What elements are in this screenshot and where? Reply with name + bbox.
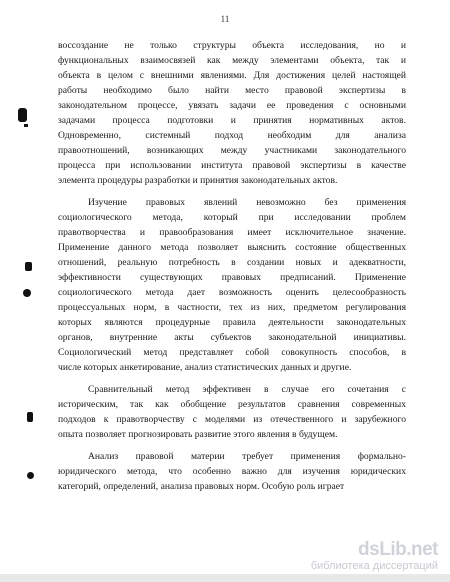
text-line: органов, внутренние акты субъектов законодательной инициативы. [58,332,406,343]
paragraph [58,195,406,375]
paragraph-gap [58,188,406,195]
text-line: процесса при использовании института правовой экспертизы в качестве [58,160,406,171]
text-line: юридического метода, что особенно важно для изучения юридических [58,466,406,477]
text-line: работы необходимо было найти место правовой экспертизы в [58,85,406,96]
watermark-logo-main: dsLib [358,539,407,560]
paragraph [58,449,406,494]
text-line: которых являются процедурные правила деятельности законодательных [58,317,406,328]
watermark-subtitle: библиотека диссертаций [310,560,438,572]
text-line: Сравнительный метод эффективен в случае его сочетания с [88,384,406,395]
text-line: Социологический метод представляет собой совокупность способов, в [58,347,406,358]
paragraph-gap [58,375,406,382]
text-line: Изучение правовых явлений невозможно без применения [88,197,406,208]
text-line: Одновременно, системный подход необходим для анализа [58,130,406,141]
text-line: Применение данного метода позволяет выяснить состояние общественных [58,242,406,253]
scan-bottom-strip [0,574,450,582]
text-line: элемента процедуры разработки и принятия законодательных актов. [58,175,338,186]
watermark [311,539,438,572]
text-line: числе которых анкетирование, анализ статистических данных и другие. [58,362,352,373]
text-line: подходов к правотворчеству с моделями из отечественного и зарубежного [58,414,406,425]
text-line: социологического метода, который при исследовании проблем [58,212,406,223]
text-line: законодательном процессе, увязать задачи ее проведения с основными [58,100,406,111]
text-line: правоотношений, возникающих между участниками законодательного [58,145,406,156]
scan-artifact-mark [24,124,28,127]
scan-artifact-mark [25,262,32,271]
watermark-logo [358,539,438,561]
page-number: 11 [220,14,230,24]
text-line: правотворчества и правообразования имеет исключительное значение. [58,227,406,238]
text-line: процессуальных норм, в частности, тех из них, предметом регулирования [58,302,406,313]
text-line: функциональных взаимосвязей как между элементами объекта, так и [58,55,406,66]
text-line: опыта позволяет прогнозировать развитие этого явления в будущем. [58,429,338,440]
text-line: социологического метода дает возможность оценить целесообразность [58,287,406,298]
text-line: отношений, реальную потребность в создании новых и адекватности, [58,257,406,268]
document-body [58,38,406,494]
scan-artifact-mark [27,472,34,479]
text-line: задачами процесса подготовки и принятия нормативных актов. [58,115,406,126]
paragraph [58,38,406,188]
text-line: Анализ правовой материи требует применения формально- [88,451,406,462]
text-line: историческим, так как обобщение результатов сравнения современных [58,399,406,410]
text-line: воссоздание не только структуры объекта исследования, но и [58,40,406,51]
paragraph-gap [58,442,406,449]
scan-artifact-mark [18,108,27,122]
watermark-logo-tld: net [411,539,438,560]
text-line: категорий, определений, анализа правовых норм. Особую роль играет [58,481,345,492]
text-line: объекта в целом с внешними явлениями. Для достижения целей настоящей [58,70,406,81]
paragraph [58,382,406,442]
scan-artifact-mark [27,412,33,422]
text-line: эффективности существующих правовых предписаний. Применение [58,272,406,283]
watermark-logo-dot: . [406,539,411,560]
scan-artifact-mark [23,289,31,297]
